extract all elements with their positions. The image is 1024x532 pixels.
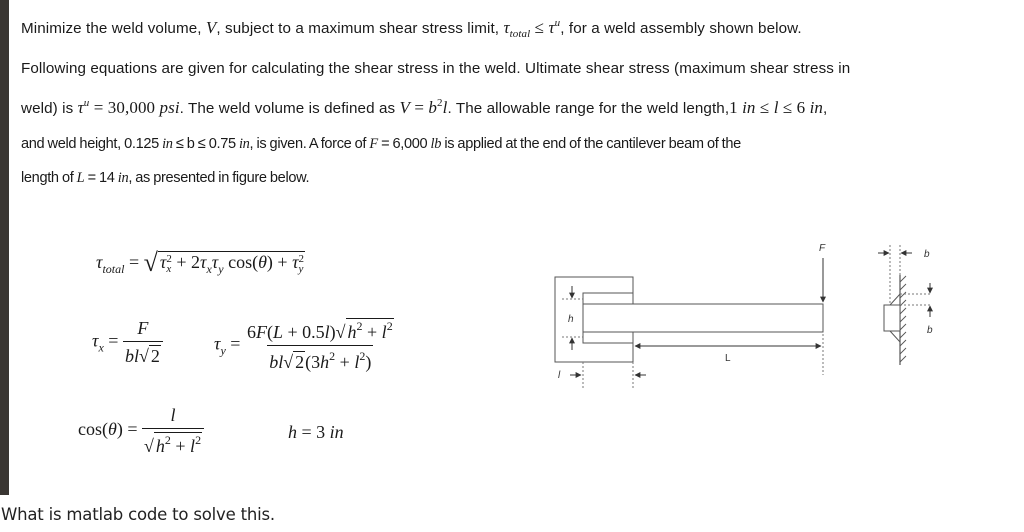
equation-h-value — [288, 422, 344, 443]
problem-line-2: Following equations are given for calculating the shear stress in the weld. Ultimate shear stress (maximum shear stress in — [21, 59, 851, 77]
problem-line-5 — [21, 161, 967, 196]
problem-line-4 — [21, 127, 967, 162]
math-tau: τ — [211, 252, 219, 272]
math-l: l — [170, 405, 176, 425]
math-eq: = — [122, 419, 142, 440]
math-op: + — [170, 436, 191, 456]
top-b-label: b — [924, 249, 930, 260]
height-label: h — [568, 314, 574, 325]
math-superscript: 2 — [298, 252, 305, 265]
math-V: V — [399, 98, 411, 117]
math-bl: bl — [124, 346, 139, 366]
math-tau: τ — [503, 18, 510, 37]
problem-line-3 — [21, 86, 1006, 127]
math-unit: in — [117, 170, 129, 186]
denominator: bl√ $2(3h^2 + l^2)$ — [267, 345, 373, 373]
math-superscript: 2 — [359, 349, 366, 363]
math-unit: lb — [430, 135, 442, 152]
math-h: h — [288, 422, 297, 442]
math-value: 1 — [729, 98, 743, 117]
math-superscript: u — [83, 97, 90, 109]
math-h: h — [347, 322, 357, 342]
equation-cos-theta — [78, 405, 204, 457]
fraction — [123, 318, 163, 367]
math-subscript: x — [206, 262, 212, 276]
math-l: l — [354, 352, 360, 372]
math-tau: τ — [159, 252, 167, 272]
math-tau: τ — [214, 333, 221, 354]
math-tau: τ — [200, 252, 207, 272]
math-op: + 2 — [171, 252, 201, 272]
math-op: (3 — [305, 352, 321, 372]
math-superscript: 2 — [164, 433, 171, 447]
math-bl: bl — [269, 352, 284, 372]
math-unit: in — [809, 98, 824, 117]
math-tau: τ — [92, 330, 99, 351]
denominator: √ $h^2 + l^2$ — [142, 428, 204, 457]
math-theta: θ — [258, 252, 267, 272]
length-label: L — [725, 353, 731, 364]
text: ≤ b ≤ 0.75 — [172, 134, 239, 152]
left-accent-bar — [0, 0, 9, 495]
math-h: h — [155, 436, 165, 456]
math-unit: in — [329, 422, 344, 442]
radicand: 2 — [150, 346, 160, 366]
numerator — [169, 405, 178, 428]
math-l: l — [773, 98, 779, 117]
math-l: l — [190, 436, 196, 456]
math-value: = 3 — [297, 422, 330, 442]
weld-side-view-diagram — [860, 235, 960, 375]
radicand — [346, 318, 394, 343]
math-superscript: 2 — [166, 252, 172, 265]
math-subscript: y — [220, 343, 226, 358]
force-label: F — [819, 243, 826, 254]
equation-tau-x — [92, 318, 163, 367]
math-V: V — [205, 18, 217, 37]
problem-line-1 — [21, 6, 1006, 52]
math-subscript: total — [509, 28, 531, 40]
math-superscript: 2 — [195, 433, 202, 447]
math-F: F — [369, 135, 378, 152]
math-unit: in — [162, 135, 173, 152]
math-subscript: total — [102, 262, 125, 276]
math-op: ) — [329, 322, 336, 342]
denominator: bl√ 2 — [123, 341, 163, 367]
math-superscript: 2 — [356, 319, 363, 333]
math-eq: = — [124, 252, 144, 272]
radicand — [158, 251, 305, 277]
text: , is given. A force of — [249, 134, 370, 152]
math-eq: = — [225, 333, 245, 354]
text: , for a weld assembly shown below. — [560, 20, 802, 37]
text: . The allowable range for the weld length, — [447, 100, 730, 117]
math-superscript: 2 — [437, 97, 443, 109]
math-l: l — [324, 322, 330, 342]
cantilever-beam — [583, 304, 823, 332]
numerator: 6F(L + 0.5l)√ $h^2 + l^2$ — [246, 319, 393, 342]
fraction — [245, 318, 396, 373]
text: , subject to a maximum shear stress limit, — [216, 20, 504, 37]
text: = 14 — [84, 169, 118, 186]
problem-statement — [21, 6, 1006, 196]
math-func: cos( — [223, 252, 259, 272]
sup-sub-stack — [299, 254, 305, 274]
text: . The weld volume is defined as — [179, 100, 400, 117]
numerator — [135, 318, 150, 341]
radical-sign: √ — [143, 248, 158, 277]
radicand: 2 — [295, 352, 305, 372]
fraction — [142, 405, 204, 457]
math-unit: in — [742, 98, 756, 117]
math-op: ( — [266, 322, 273, 342]
math-op: + — [362, 322, 382, 342]
math-func: cos( — [78, 419, 108, 440]
text: is applied at the end of the cantilever beam of the — [441, 134, 741, 152]
equation-tau-total — [96, 248, 305, 278]
math-subscript: x — [98, 340, 104, 355]
math-tau: τ — [548, 18, 555, 37]
math-unit: in — [238, 135, 250, 152]
text: , as presented in figure below. — [128, 169, 310, 186]
text: , — [823, 100, 828, 117]
math-theta: θ — [108, 419, 117, 440]
text: Minimize the weld volume, — [21, 20, 206, 37]
math-op: + — [335, 352, 355, 372]
math-L: L — [272, 322, 283, 342]
math-F: F — [137, 318, 149, 338]
math-l: l — [442, 98, 448, 117]
math-l: l — [381, 322, 387, 342]
math-num: 6 — [246, 322, 256, 342]
math-op: ) + — [266, 252, 293, 272]
text: = 6,000 — [377, 134, 431, 152]
question-text: What is matlab code to solve this. — [1, 505, 275, 524]
math-op: ) — [365, 352, 372, 372]
math-leq: ≤ — [755, 98, 774, 117]
math-leq: ≤ 6 — [778, 98, 810, 117]
math-op: + 0.5 — [282, 322, 325, 342]
math-subscript: y — [298, 262, 304, 275]
text: length of — [21, 169, 77, 186]
text: weld) is — [21, 100, 78, 117]
radicand — [154, 432, 202, 457]
math-tau: τ — [292, 252, 299, 272]
math-eq: = — [410, 98, 429, 117]
math-leq: ≤ — [530, 18, 549, 37]
math-eq: = — [103, 330, 123, 351]
math-h: h — [320, 352, 330, 372]
equation-tau-y — [214, 318, 396, 373]
math-value: = 30,000 — [89, 98, 160, 117]
math-tau: τ — [96, 252, 103, 272]
math-superscript: 2 — [329, 349, 336, 363]
math-L: L — [76, 170, 85, 186]
text: and weld height, 0.125 — [21, 134, 163, 152]
math-superscript: 2 — [386, 319, 393, 333]
weld-front-view-diagram — [540, 230, 850, 400]
side-b-label: b — [927, 325, 933, 336]
math-op: ) — [116, 419, 123, 440]
math-unit: psi — [159, 98, 180, 117]
math-subscript: x — [166, 262, 172, 275]
weld-length-label: l — [558, 370, 561, 381]
math-b: b — [428, 98, 438, 117]
math-F: F — [255, 322, 267, 342]
math-subscript: y — [218, 262, 224, 276]
math-superscript: u — [554, 17, 561, 29]
math-tau: τ — [77, 98, 84, 117]
